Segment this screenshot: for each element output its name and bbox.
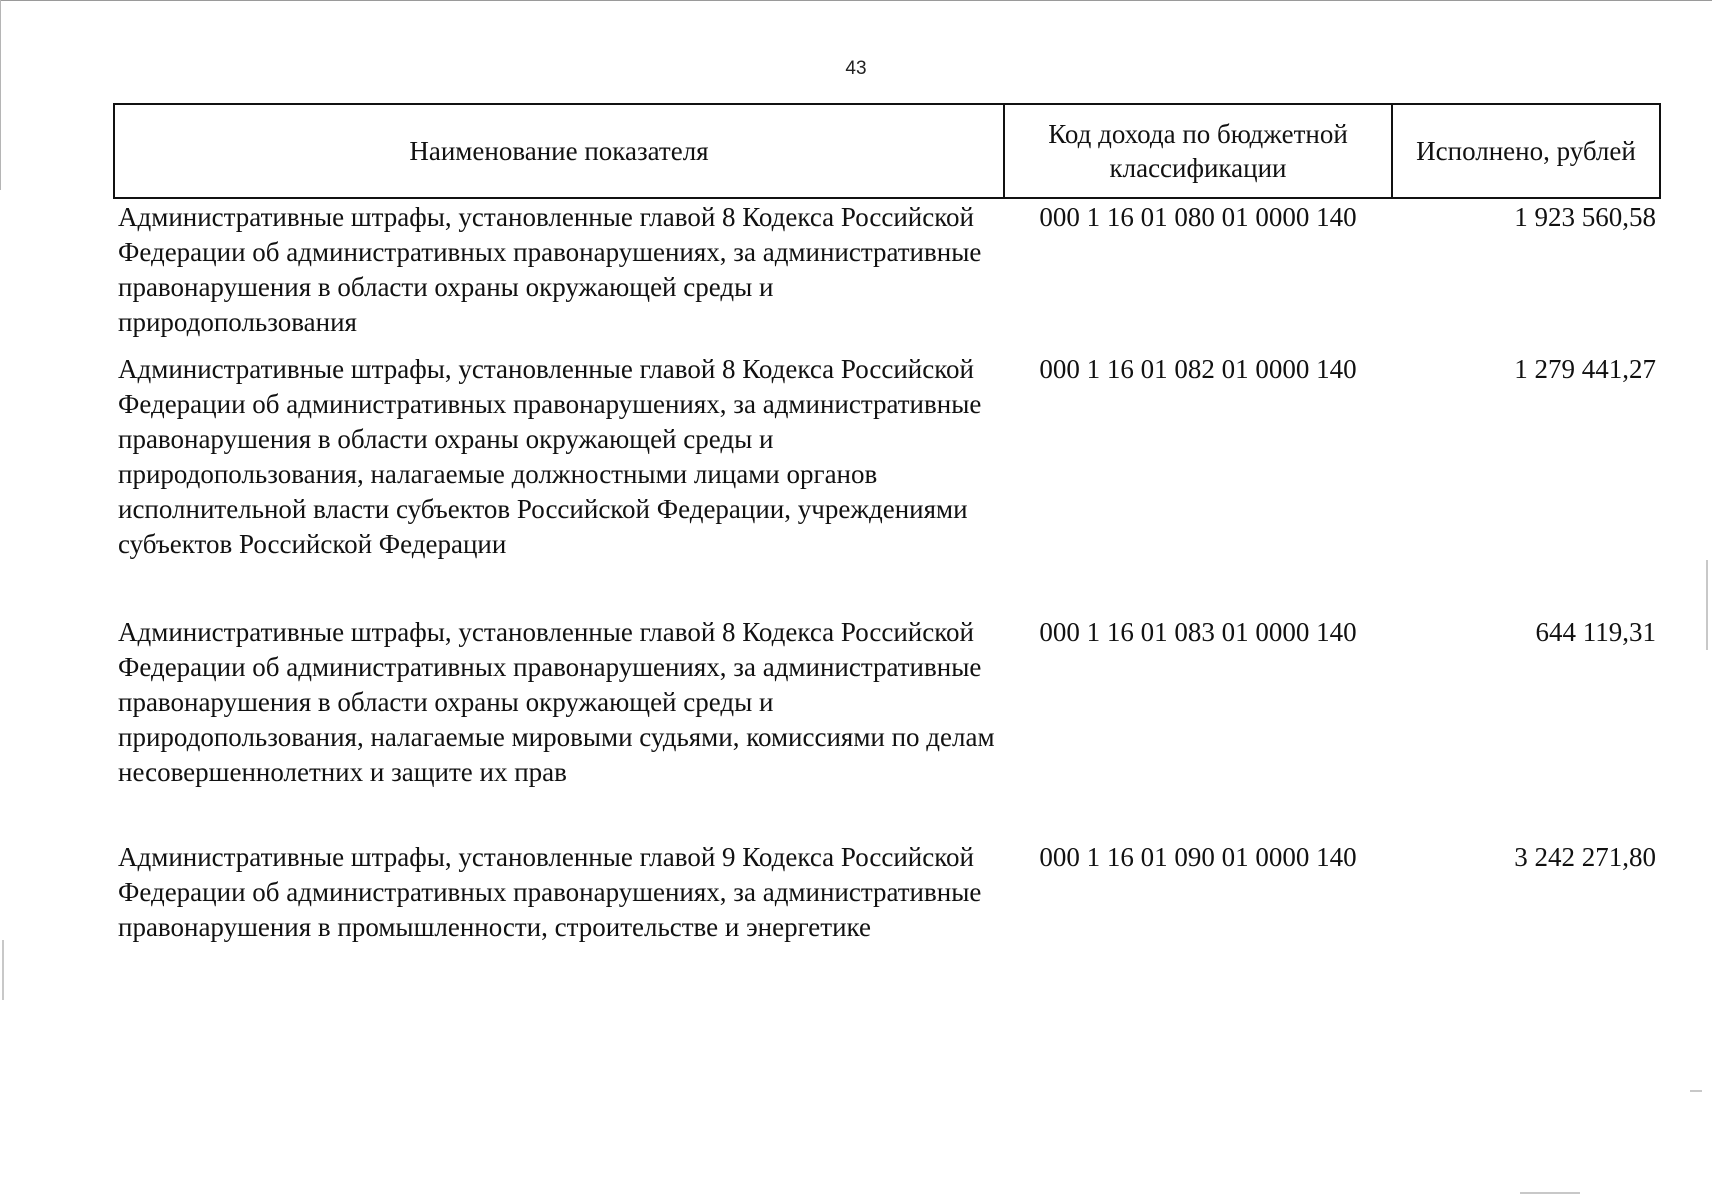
row-amount: 3 242 271,80 — [1514, 842, 1656, 872]
page-number: 43 — [845, 58, 867, 79]
row-amount: 1 279 441,27 — [1514, 354, 1656, 384]
row-name: Административные штрафы, установленные главой 8 Кодекса Российской Федерации об административных правонарушениях, за административные правонарушения в области охраны окружающей среды и природопользования, налагаемые мировыми судьями, комиссиями по делам несовершеннолетних и защите их прав — [118, 617, 995, 787]
row-name: Административные штрафы, установленные главой 9 Кодекса Российской Федерации об административных правонарушениях, за административные правонарушения в промышленности, строительстве и энергетике — [118, 842, 982, 942]
row-amount: 1 923 560,58 — [1514, 202, 1656, 232]
row-name: Административные штрафы, установленные главой 8 Кодекса Российской Федерации об административных правонарушениях, за административные правонарушения в области охраны окружающей среды и природопользования — [118, 202, 982, 337]
scan-border-left — [0, 0, 1, 190]
header-name: Наименование показателя — [114, 104, 1004, 198]
table-header — [114, 104, 1660, 198]
revenue-table — [113, 103, 1661, 980]
table-row — [114, 840, 1660, 980]
table-row — [114, 615, 1660, 840]
scan-speck — [1690, 1090, 1702, 1092]
row-code: 000 1 16 01 082 01 0000 140 — [1039, 354, 1357, 384]
row-code: 000 1 16 01 083 01 0000 140 — [1039, 617, 1357, 647]
row-code: 000 1 16 01 090 01 0000 140 — [1039, 842, 1357, 872]
table-row — [114, 352, 1660, 615]
scan-speck — [1706, 560, 1708, 650]
scan-speck — [2, 940, 4, 1000]
row-code: 000 1 16 01 080 01 0000 140 — [1039, 202, 1357, 232]
header-code: Код дохода по бюджетной классификации — [1004, 104, 1392, 198]
header-amount: Исполнено, рублей — [1392, 104, 1660, 198]
table-row — [114, 198, 1660, 352]
header-row — [114, 104, 1660, 198]
scan-border-top — [0, 0, 1712, 1]
scan-speck — [1520, 1192, 1580, 1194]
row-amount: 644 119,31 — [1535, 617, 1656, 647]
row-name: Административные штрафы, установленные главой 8 Кодекса Российской Федерации об административных правонарушениях, за административные правонарушения в области охраны окружающей среды и природопользования, налагаемые должностными лицами органов исполнительной власти субъектов Российской Федерации, учреждениями субъектов Российской Федерации — [118, 354, 982, 559]
table-body — [114, 198, 1660, 980]
